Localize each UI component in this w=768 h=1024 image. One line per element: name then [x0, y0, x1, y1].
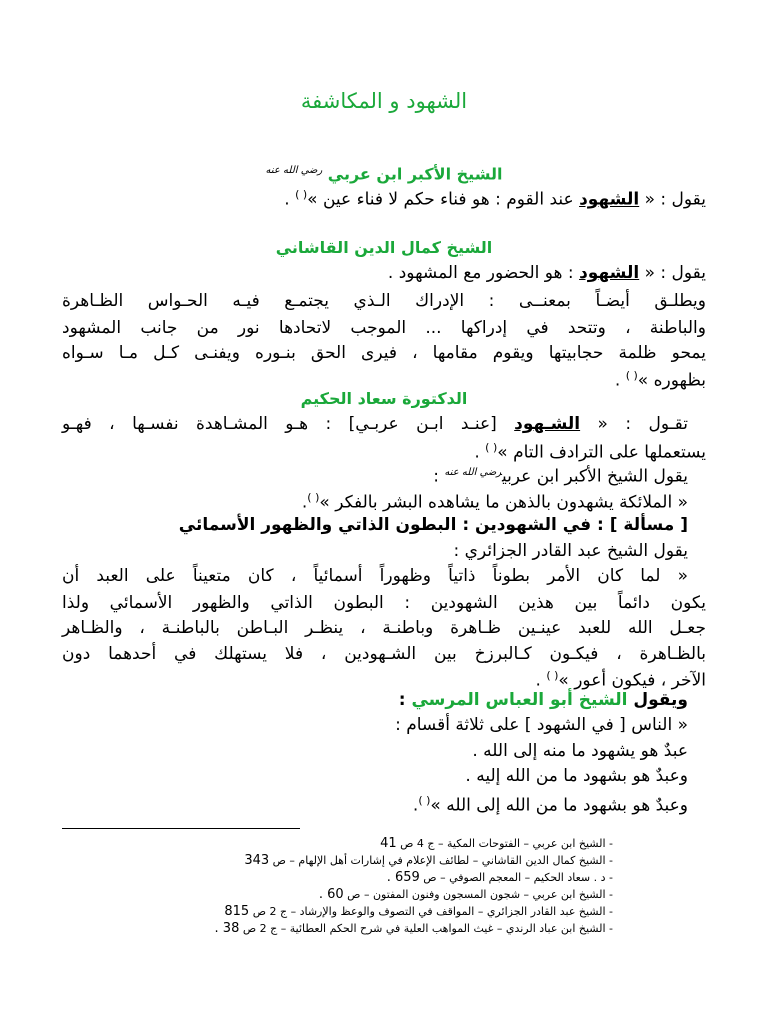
- footnote-item: [62, 870, 613, 886]
- term-shuhud: الشـهود: [514, 414, 581, 434]
- footnote-item: [62, 921, 613, 937]
- footnote-text: - الشيخ ابن عباد الرندي – غيث المواهب العلية في شرح الحكم العطائية – ج 2 ص: [239, 922, 613, 935]
- footnote-text: - الشيخ ابن عربي – الفتوحات المكية – ج 4 ص: [396, 837, 613, 850]
- quote-line: بالظـاهرة ، فيكـون كـالبرزخ بين الشـهودين ، فلا يستهلك في أحدهما دون: [62, 644, 706, 664]
- quote-line: يكون دائماً بين هذين الشهودين : البطون الذاتي والظهور الأسمائي ولذا: [62, 593, 706, 613]
- quote-line: [62, 665, 706, 692]
- quote-line: [62, 790, 688, 817]
- paragraph-line: [62, 689, 688, 711]
- paragraph-line: يمحو ظلمة حجابيتها ويقوم مقامها ، فيرى الحق بنـوره ويفنـى كـل مـا سـواه: [62, 343, 706, 363]
- quote-line: جعـل الله للعبد عينـين ظـاهرة وباطنـة ، ينظـر البـاطن بالباطنـة ، والظـاهر: [62, 618, 706, 638]
- footnote-ref[interactable]: ( ): [625, 369, 638, 382]
- footnote-page: 60 .: [318, 887, 344, 902]
- sheikh-name: الشيخ أبو العباس المرسي: [411, 690, 628, 710]
- text-run: .: [412, 795, 419, 816]
- footnote-page: 38 .: [214, 921, 240, 936]
- footnote-text: - د . سعاد الحكيم – المعجم الصوفي – ص: [419, 871, 613, 884]
- text-run: :: [433, 466, 445, 487]
- heading-text: الدكتورة سعاد الحكيم: [300, 389, 468, 408]
- footnote-separator: [62, 828, 300, 829]
- footnote-ref[interactable]: ( ): [295, 188, 308, 201]
- term-shuhud: الشهود: [579, 263, 640, 283]
- paragraph-line: والباطنة ، وتتحد في إدراكها ... الموجب لاتحادها نور من جانب المشهود: [62, 318, 706, 338]
- text-run: .: [535, 670, 547, 691]
- paragraph-line: يقول الشيخ عبد القادر الجزائري :: [453, 541, 688, 561]
- section-heading-suad-hakim: [62, 388, 706, 410]
- honorific-mark: رضي الله عنه: [265, 165, 323, 176]
- text-run: تقـول : «: [580, 414, 688, 434]
- paragraph-line: [62, 462, 688, 488]
- paragraph-line: ويطلـق أيضـاً بمعنــى : الإدراك الـذي يجتمـع فيـه الحـواس الظـاهرة: [62, 291, 706, 311]
- text-run: عند القوم : هو فناء حكم لا فناء عين »: [307, 189, 580, 210]
- footnote-text: - الشيخ ابن عربي – شجون المسجون وفنون المفتون – ص: [343, 888, 613, 901]
- text-run: .: [284, 189, 296, 210]
- text-run: يستعملها على الترادف التام »: [497, 442, 706, 463]
- text-run: ويقول: [627, 690, 688, 710]
- page-title: الشهود و المكاشفة: [300, 89, 468, 113]
- quote-line: « لما كان الأمر بطوناً ذاتياً وظهوراً أسمائياً ، كان متعيناً على العبد أن: [62, 566, 688, 586]
- heading-text: الشيخ كمال الدين القاشاني: [275, 238, 493, 257]
- footnote-item: [62, 887, 613, 903]
- text-run: يقول : «: [639, 189, 706, 210]
- text-run: .: [474, 442, 486, 463]
- text-run: يقول الشيخ الأكبر ابن عربي: [501, 466, 688, 487]
- footnote-item: [62, 836, 613, 852]
- footnote-page: 815: [224, 904, 250, 919]
- heading-text: الشيخ الأكبر ابن عربي: [327, 164, 503, 184]
- text-run: « الملائكة يشهدون بالذهن ما يشاهده البشر بالفكر »: [319, 492, 688, 513]
- quote-line: عبدٌ هو يشهود ما منه إلى الله .: [472, 741, 688, 761]
- quote-line: [62, 487, 688, 514]
- footnote-page: 659 .: [386, 870, 420, 885]
- text-run: وعبدٌ هو بشهود ما من الله إلى الله »: [430, 795, 688, 816]
- text-run: :: [398, 690, 412, 710]
- quote-line: « الناس [ في الشهود ] على ثلاثة أقسام :: [395, 715, 688, 735]
- text-run: [عنـد ابـن عربـي] : هـو المشـاهدة نفسـها ، فهـو: [62, 414, 515, 434]
- text-run: : هو الحضور مع المشهود .: [387, 263, 580, 283]
- footnote-item: [62, 904, 613, 920]
- section-heading-qashani: [62, 237, 706, 259]
- footnote-ref[interactable]: ( ): [307, 491, 320, 504]
- paragraph-line: [62, 413, 688, 435]
- footnote-text: - الشيخ كمال الدين القاشاني – لطائف الإعلام في إشارات أهل الإلهام – ص: [269, 854, 613, 867]
- text-run: يقول : «: [639, 263, 706, 283]
- text-run: .: [614, 370, 626, 391]
- quote-line: وعبدٌ هو بشهود ما من الله إليه .: [465, 766, 688, 786]
- text-run: الآخر ، فيكون أعور »: [558, 670, 706, 691]
- text-run: بظهوره »: [637, 370, 706, 391]
- section-heading-ibn-arabi: [62, 160, 706, 186]
- issue-heading: [ مسألة ] : في الشهودين : البطون الذاتي والظهور الأسمائي: [178, 515, 688, 535]
- paragraph-line: [62, 184, 706, 211]
- text-run: .: [301, 492, 308, 513]
- footnote-page: 41: [380, 836, 397, 851]
- honorific-mark: رضي الله عنه: [444, 467, 502, 478]
- footnote-item: [62, 853, 613, 869]
- footnote-ref[interactable]: ( ): [418, 794, 431, 807]
- paragraph-line: [62, 262, 706, 284]
- footnote-ref[interactable]: ( ): [485, 441, 498, 454]
- term-shuhud: الشهود: [579, 189, 640, 210]
- footnote-ref[interactable]: ( ): [546, 669, 559, 682]
- footnote-text: - الشيخ عبد القادر الجزائري – المواقف في التصوف والوعظ والإرشاد – ج 2 ص: [249, 905, 613, 918]
- paragraph-line: [62, 437, 706, 464]
- footnote-page: 343: [244, 853, 270, 868]
